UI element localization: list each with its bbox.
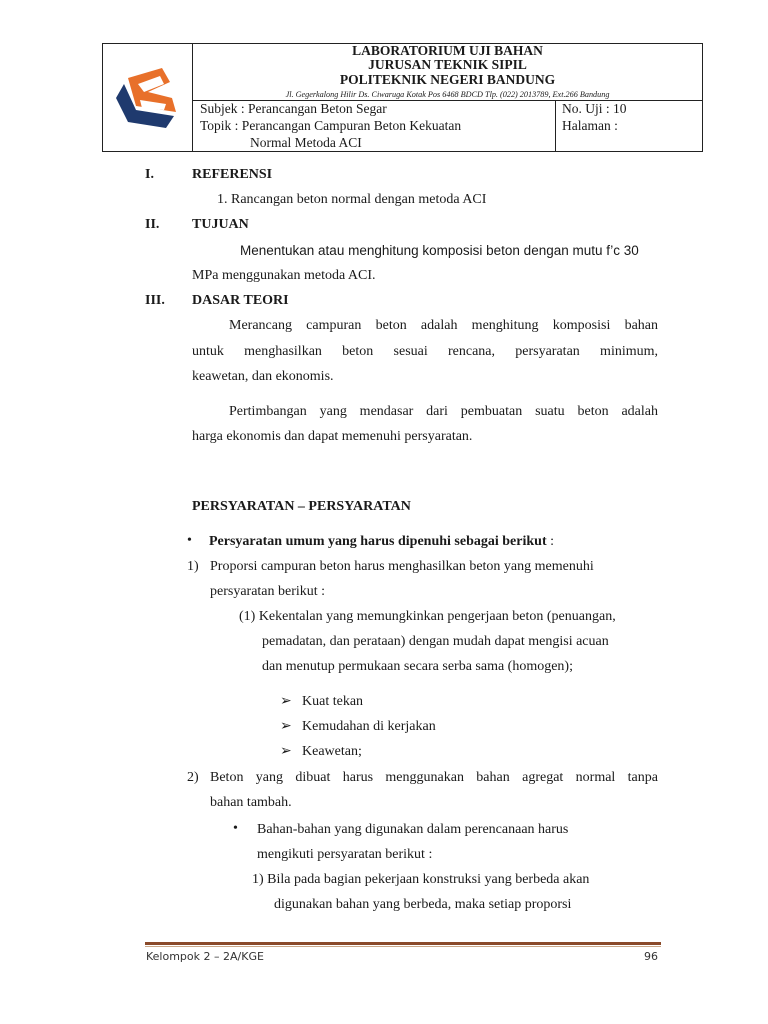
list-number: 1)	[187, 559, 199, 574]
requirement-text: bahan tambah.	[210, 795, 292, 810]
arrow-bullet-icon: ➢	[280, 694, 292, 709]
institution-address: Jl. Gegerkalong Hilir Ds. Ciwaruga Kotak Pos 6468 BDCD Tlp. (022) 2013789, Ext.266 Bandung	[285, 90, 610, 99]
material-requirement-text: mengikuti persyaratan berikut :	[257, 847, 433, 862]
material-requirement-text: Bahan-bahan yang digunakan dalam perencanaan harus	[257, 822, 569, 837]
bullet-icon: •	[187, 533, 192, 548]
objective-text: MPa menggunakan metoda ACI.	[192, 268, 376, 283]
arrow-bullet-icon: ➢	[280, 744, 292, 759]
header-divider	[555, 100, 556, 151]
sub-requirement-text: 1) Bila pada bagian pekerjaan konstruksi yang berbeda akan	[252, 872, 590, 887]
footer-group: Kelompok 2 – 2A/KGE	[146, 950, 264, 963]
list-number: 2)	[187, 770, 199, 785]
section-number: I.	[145, 167, 154, 182]
subject-field: Subjek : Perancangan Beton Segar	[200, 101, 387, 116]
theory-paragraph: harga ekonomis dan dapat memenuhi persyaratan.	[192, 429, 473, 444]
section-number: II.	[145, 217, 160, 232]
sub-requirement-text: (1) Kekentalan yang memungkinkan pengerjaan beton (penuangan,	[239, 609, 616, 624]
requirements-heading: PERSYARATAN – PERSYARATAN	[192, 499, 411, 514]
footer-rule	[145, 946, 661, 947]
sub-requirement-text: dan menutup permukaan secara serba sama (homogen);	[262, 659, 573, 674]
section-title-dasar-teori: DASAR TEORI	[192, 293, 289, 308]
reference-item: 1. Rancangan beton normal dengan metoda ACI	[217, 192, 487, 207]
section-number: III.	[145, 293, 165, 308]
page-field: Halaman :	[562, 118, 618, 133]
arrow-list-item: Kemudahan di kerjakan	[302, 719, 436, 734]
test-number: No. Uji : 10	[562, 101, 627, 116]
document-header	[102, 43, 703, 152]
theory-paragraph: Merancang campuran beton adalah menghitung komposisi bahan	[229, 318, 658, 333]
arrow-list-item: Kuat tekan	[302, 694, 364, 709]
topic-field: Topik : Perancangan Campuran Beton Kekuatan	[200, 118, 462, 133]
requirement-text: persyaratan berikut :	[210, 584, 326, 599]
polban-logo	[114, 64, 182, 132]
sub-requirement-text: pemadatan, dan perataan) dengan mudah dapat mengisi acuan	[262, 634, 609, 649]
sub-requirement-text: digunakan bahan yang berbeda, maka setiap proporsi	[274, 897, 572, 912]
footer-rule	[145, 942, 661, 945]
bullet-icon: •	[233, 821, 238, 836]
topic-field-cont: Normal Metoda ACI	[250, 135, 362, 150]
theory-paragraph: Pertimbangan yang mendasar dari pembuatan suatu beton adalah	[229, 404, 658, 419]
department-name: JURUSAN TEKNIK SIPIL	[368, 57, 527, 72]
section-title-tujuan: TUJUAN	[192, 217, 249, 232]
theory-paragraph: untuk menghasilkan beton sesuai rencana, persyaratan minimum,	[192, 344, 658, 359]
requirement-text: Beton yang dibuat harus menggunakan bahan agregat normal tanpa	[210, 770, 658, 785]
theory-paragraph: keawetan, dan ekonomis.	[192, 369, 334, 384]
arrow-list-item: Keawetan;	[302, 744, 362, 759]
objective-text: Menentukan atau menghitung komposisi beton dengan mutu f’c 30	[240, 243, 639, 258]
arrow-bullet-icon: ➢	[280, 719, 292, 734]
page-number: 96	[644, 950, 658, 963]
general-requirements-label: Persyaratan umum yang harus dipenuhi sebagai berikut :	[209, 534, 554, 549]
lab-name: LABORATORIUM UJI BAHAN	[352, 43, 543, 58]
section-title-referensi: REFERENSI	[192, 167, 273, 182]
institution-name: POLITEKNIK NEGERI BANDUNG	[339, 72, 556, 87]
requirement-text: Proporsi campuran beton harus menghasilkan beton yang memenuhi	[210, 559, 594, 574]
